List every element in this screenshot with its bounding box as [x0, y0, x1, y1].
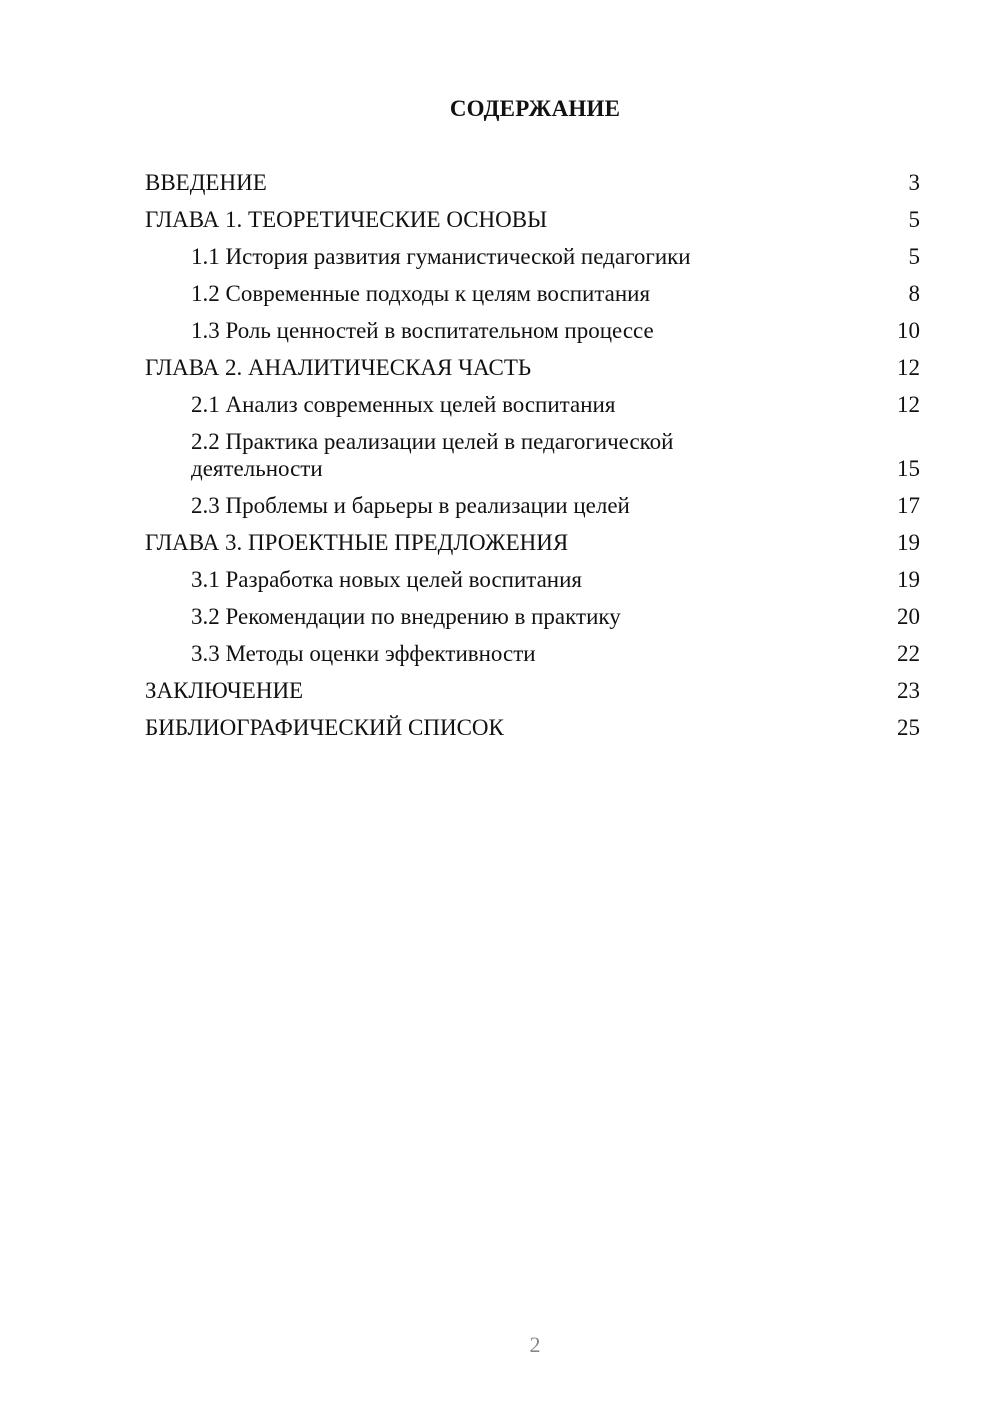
toc-entry-page: 19: [897, 530, 920, 555]
toc-entry-label: 3.2 Рекомендации по внедрению в практику: [191, 604, 621, 629]
toc-entry-page: 3: [908, 170, 920, 195]
toc-entry-label: 1.3 Роль ценностей в воспитательном процессе: [191, 318, 654, 343]
toc-entry-label: ВВЕДЕНИЕ: [145, 170, 267, 195]
toc-entry-label: ГЛАВА 2. АНАЛИТИЧЕСКАЯ ЧАСТЬ: [145, 355, 532, 380]
toc-entry-page: 19: [897, 567, 920, 592]
toc-entry-label: 2.2 Практика реализации целей в педагогической деятельности: [191, 429, 674, 481]
toc-entry-label: 2.3 Проблемы и барьеры в реализации целей: [191, 493, 630, 518]
toc-entry-section-3-3[interactable]: [145, 640, 920, 667]
toc-entry-section-1-2[interactable]: [145, 280, 920, 307]
toc-entry-label: 3.3 Методы оценки эффективности: [191, 641, 536, 666]
toc-entry-page: 8: [908, 281, 920, 306]
toc-entry-label: 3.1 Разработка новых целей воспитания: [191, 567, 582, 592]
toc-entry-label: ГЛАВА 3. ПРОЕКТНЫЕ ПРЕДЛОЖЕНИЯ: [145, 530, 569, 555]
toc-entry-section-2-2[interactable]: [145, 428, 920, 482]
toc-entry-page: 25: [897, 715, 920, 740]
toc-entry-page: 12: [897, 355, 920, 380]
toc-entry-bibliography[interactable]: [145, 714, 920, 741]
toc-entry-label: БИБЛИОГРАФИЧЕСКИЙ СПИСОК: [145, 715, 504, 740]
toc-entry-section-1-3[interactable]: [145, 317, 920, 344]
toc-entry-chapter-1[interactable]: [145, 206, 920, 233]
toc-entry-label: 1.2 Современные подходы к целям воспитания: [191, 281, 651, 306]
toc-entry-page: 15: [897, 456, 920, 481]
toc-entry-label: 2.1 Анализ современных целей воспитания: [191, 392, 616, 417]
toc-entry-introduction[interactable]: [145, 169, 920, 196]
toc-entry-page: 5: [908, 207, 920, 232]
toc-entry-label: 1.1 История развития гуманистической педагогики: [191, 244, 691, 269]
toc-entry-page: 10: [897, 318, 920, 343]
toc-entry-section-3-1[interactable]: [145, 566, 920, 593]
toc-entry-chapter-3[interactable]: [145, 529, 920, 556]
toc-entry-conclusion[interactable]: [145, 677, 920, 704]
toc-entry-section-1-1[interactable]: [145, 243, 920, 270]
page-number: 2: [529, 1332, 541, 1357]
toc-entry-page: 22: [897, 641, 920, 666]
toc-entry-label: ГЛАВА 1. ТЕОРЕТИЧЕСКИЕ ОСНОВЫ: [145, 207, 548, 232]
toc-entry-page: 23: [897, 678, 920, 703]
toc-entry-label: ЗАКЛЮЧЕНИЕ: [145, 678, 304, 703]
toc-entry-chapter-2[interactable]: [145, 354, 920, 381]
page-title: СОДЕРЖАНИЕ: [449, 96, 621, 121]
toc-entry-page: 17: [897, 493, 920, 518]
toc-entry-section-2-1[interactable]: [145, 391, 920, 418]
toc-entry-section-3-2[interactable]: [145, 603, 920, 630]
toc-entry-page: 12: [897, 392, 920, 417]
toc-entry-page: 20: [897, 604, 920, 629]
table-of-contents: [145, 169, 920, 751]
toc-entry-page: 5: [908, 244, 920, 269]
toc-entry-section-2-3[interactable]: [145, 492, 920, 519]
